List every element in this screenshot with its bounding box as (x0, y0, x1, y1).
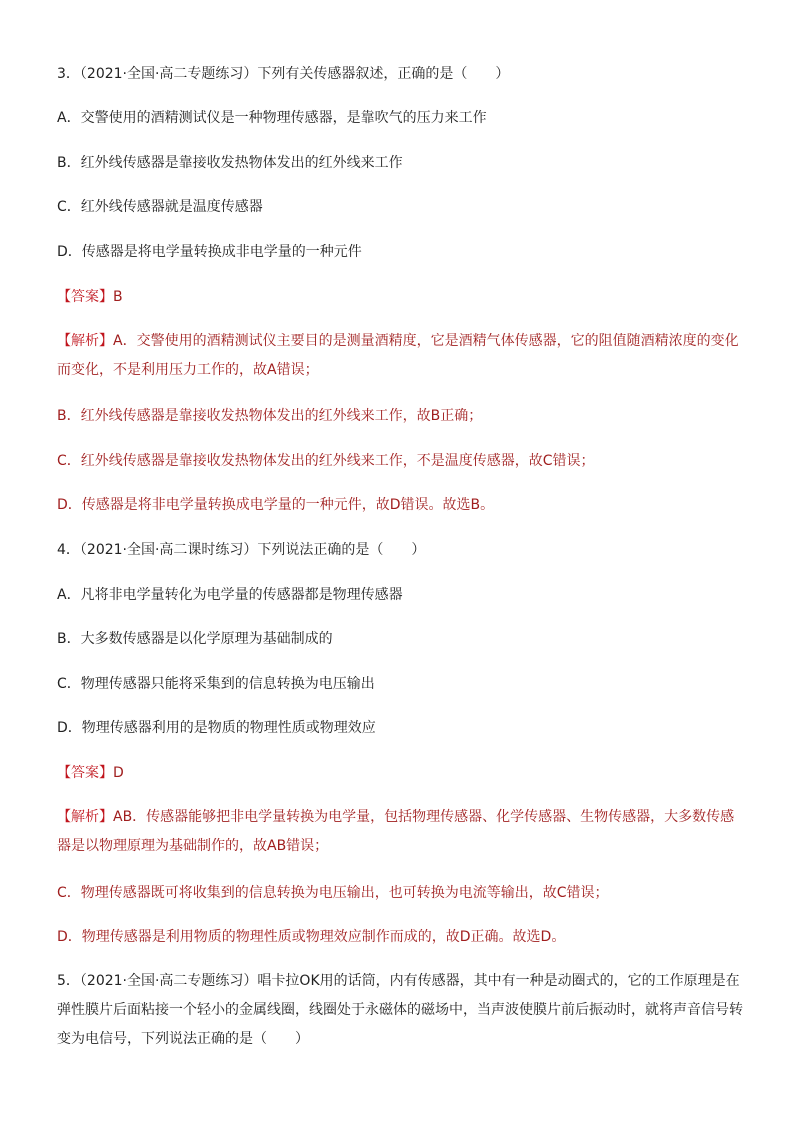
analysis-text: AB．传感器能够把非电学量转换为电学量，包括物理传感器、化学传感器、生物传感器，大多数传感器是以物理原理为基础制作的，故AB错误； (57, 809, 735, 854)
answer-value: B (113, 289, 123, 305)
question-4-option-d: D．物理传感器利用的是物质的物理性质或物理效应 (57, 720, 376, 736)
question-3-analysis-a (57, 327, 747, 385)
question-4-option-c: C．物理传感器只能将采集到的信息转换为电压输出 (57, 676, 375, 692)
question-4-stem: 4．（2021·全国·高二课时练习）下列说法正确的是（ ） (57, 542, 426, 558)
question-3-analysis-d: D．传感器是将非电学量转换成电学量的一种元件，故D错误。故选B。 (57, 497, 495, 513)
question-3-option-a: A．交警使用的酒精测试仪是一种物理传感器，是靠吹气的压力来工作 (57, 110, 487, 126)
question-4-answer (57, 763, 747, 783)
question-4-option-b: B．大多数传感器是以化学原理为基础制成的 (57, 631, 333, 647)
question-3-answer (57, 287, 747, 307)
question-4-analysis-ab (57, 803, 747, 861)
answer-value: D (113, 765, 124, 781)
question-4-analysis-c: C．物理传感器既可将收集到的信息转换为电压输出，也可转换为电流等输出，故C错误； (57, 885, 609, 901)
analysis-text: A．交警使用的酒精测试仪主要目的是测量酒精度，它是酒精气体传感器，它的阻值随酒精浓度的变化而变化，不是利用压力工作的，故A错误； (57, 333, 739, 378)
question-3-option-d: D．传感器是将电学量转换成非电学量的一种元件 (57, 244, 362, 260)
question-4-analysis-d: D．物理传感器是利用物质的物理性质或物理效应制作而成的，故D正确。故选D。 (57, 929, 566, 945)
question-5-stem: 5．（2021·全国·高二专题练习）唱卡拉OK用的话筒，内有传感器，其中有一种是动圈式的，它的工作原理是在弹性膜片后面粘接一个轻小的金属线圈，线圈处于永磁体的磁场中，当声波使膜片前后振动时，就将声音信号转变为电信号，下列说法正确的是（ ） (57, 973, 743, 1047)
question-3-stem: 3．（2021·全国·高二专题练习）下列有关传感器叙述，正确的是（ ） (57, 66, 510, 82)
question-3-option-c: C．红外线传感器就是温度传感器 (57, 199, 263, 215)
answer-tag: 【答案】 (57, 289, 113, 305)
question-4-option-a: A．凡将非电学量转化为电学量的传感器都是物理传感器 (57, 587, 403, 603)
question-3-analysis-b: B．红外线传感器是靠接收发热物体发出的红外线来工作，故B正确； (57, 408, 483, 424)
answer-tag: 【答案】 (57, 765, 113, 781)
question-3-option-b: B．红外线传感器是靠接收发热物体发出的红外线来工作 (57, 155, 403, 171)
analysis-tag: 【解析】 (57, 333, 113, 349)
question-3-analysis-c: C．红外线传感器是靠接收发热物体发出的红外线来工作，不是温度传感器，故C错误； (57, 453, 595, 469)
analysis-tag: 【解析】 (57, 809, 113, 825)
